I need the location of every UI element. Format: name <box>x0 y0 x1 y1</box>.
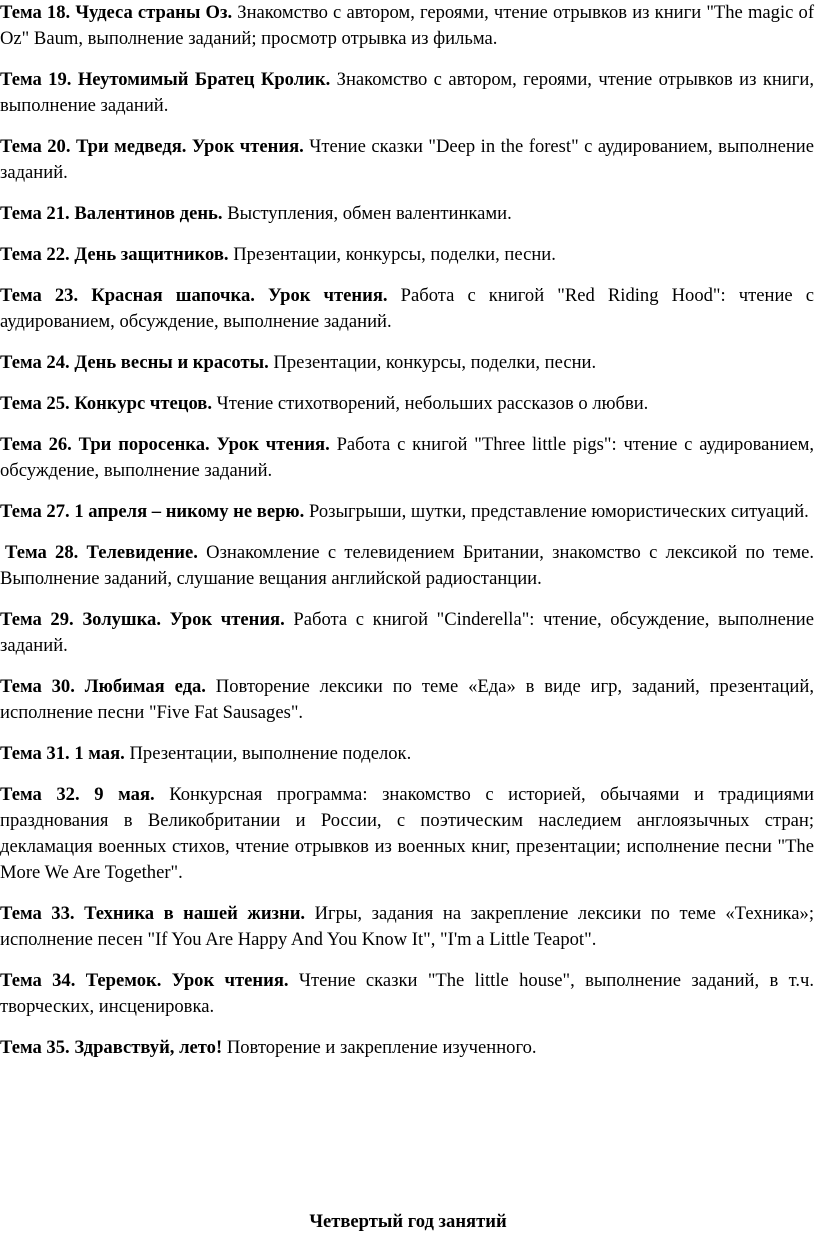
topic-number: Тема 26. <box>0 434 72 455</box>
topic-number: Тема 32. <box>0 784 80 805</box>
topic-title: 1 апреля – никому не верю. <box>74 501 305 522</box>
topic-34 <box>0 968 814 1020</box>
topic-23 <box>0 283 814 335</box>
topic-title: Конкурс чтецов. <box>74 393 212 414</box>
topic-title: Валентинов день. <box>74 203 223 224</box>
topic-description: Работа с книгой "Cinderella": чтение, обсуждение, выполнение заданий. <box>0 609 814 656</box>
topic-number: Тема 27. <box>0 501 70 522</box>
topic-description: Выступления, обмен валентинками. <box>227 203 512 224</box>
topic-32 <box>0 782 814 886</box>
topic-description: Повторение и закрепление изученного. <box>226 1037 537 1058</box>
topic-31 <box>0 741 814 767</box>
topic-title: Золушка. Урок чтения. <box>82 609 285 630</box>
topic-number: Тема 21. <box>0 203 70 224</box>
topic-22 <box>0 242 814 268</box>
topic-number: Тема 24. <box>0 352 70 373</box>
topic-title: День весны и красоты. <box>74 352 269 373</box>
topic-number: Тема 25. <box>0 393 70 414</box>
topic-description: Работа с книгой "Three little pigs": чтение с аудированием, обсуждение, выполнение заданий. <box>0 434 814 481</box>
topic-number: Тема 18. <box>0 2 71 23</box>
topic-26 <box>0 432 814 484</box>
topic-number: Тема 33. <box>0 903 75 924</box>
topic-number: Тема 20. <box>0 136 71 157</box>
topic-number: Тема 28. <box>5 542 79 563</box>
topic-description: Повторение лексики по теме «Еда» в виде игр, заданий, презентаций, исполнение песни "Five Fat Sausages". <box>0 676 814 723</box>
topic-description: Работа с книгой "Red Riding Hood": чтение с аудированием, обсуждение, выполнение заданий. <box>0 285 814 332</box>
topic-title: Любимая еда. <box>84 676 206 697</box>
topic-title: Неутомимый Братец Кролик. <box>77 69 331 90</box>
topic-title: Три поросенка. Урок чтения. <box>78 434 330 455</box>
topic-number: Тема 31. <box>0 743 70 764</box>
topic-title: Теремок. Урок чтения. <box>85 970 289 991</box>
topic-title: Техника в нашей жизни. <box>84 903 306 924</box>
topic-number: Тема 35. <box>0 1037 70 1058</box>
topic-33 <box>0 901 814 953</box>
topic-title: 9 мая. <box>94 784 155 805</box>
topic-number: Тема 22. <box>0 244 70 265</box>
topic-25 <box>0 391 814 417</box>
topic-number: Тема 23. <box>0 285 79 306</box>
topic-title: Здравствуй, лето! <box>74 1037 223 1058</box>
topic-description: Чтение сказки "The little house", выполнение заданий, в т.ч. творческих, инсценировка. <box>0 970 814 1017</box>
topic-21 <box>0 201 814 227</box>
topic-description: Ознакомление с телевидением Британии, знакомство с лексикой по теме. Выполнение заданий, слушание вещания английской радиостанции. <box>0 542 814 589</box>
topic-29 <box>0 607 814 659</box>
topic-description: Чтение сказки "Deep in the forest" с аудированием, выполнение заданий. <box>0 136 815 183</box>
topic-18 <box>0 0 814 52</box>
topic-description: Конкурсная программа: знакомство с историей, обычаями и традициями празднования в Великобритании и России, с поэтическим наследием англоязычных стран; декламация военных стихов, чтение отрывков из военных книг, презентации; исполнение песни "The More We Are Together". <box>0 784 814 883</box>
topic-35 <box>0 1035 814 1061</box>
topic-24 <box>0 350 814 376</box>
topic-title: Три медведя. Урок чтения. <box>75 136 304 157</box>
topic-title: Чудеса страны Оз. <box>75 2 233 23</box>
topic-28 <box>0 540 814 592</box>
topic-description: Знакомство с автором, героями, чтение отрывков из книги "The magic of Oz" Baum, выполнение заданий; просмотр отрывка из фильма. <box>0 2 815 49</box>
topic-30 <box>0 674 814 726</box>
topic-description: Презентации, конкурсы, поделки, песни. <box>233 244 556 265</box>
topic-number: Тема 19. <box>0 69 72 90</box>
topic-number: Тема 29. <box>0 609 74 630</box>
topic-number: Тема 34. <box>0 970 76 991</box>
topic-title: Красная шапочка. Урок чтения. <box>91 285 388 306</box>
topic-27 <box>0 499 814 525</box>
section-heading: Четвертый год занятий <box>309 1211 507 1232</box>
topic-description: Розыгрыши, шутки, представление юмористических ситуаций. <box>308 501 809 522</box>
topic-title: Телевидение. <box>86 542 198 563</box>
topic-title: 1 мая. <box>74 743 125 764</box>
topic-number: Тема 30. <box>0 676 75 697</box>
topic-19 <box>0 67 814 119</box>
topic-description: Презентации, выполнение поделок. <box>129 743 412 764</box>
topic-20 <box>0 134 814 186</box>
topic-description: Презентации, конкурсы, поделки, песни. <box>273 352 597 373</box>
topic-description: Игры, задания на закрепление лексики по теме «Техника»; исполнение песен "If You Are Happy And You Know It", "I'm a Little Teapot". <box>0 903 814 950</box>
topic-description: Знакомство с автором, героями, чтение отрывков из книги, выполнение заданий. <box>0 69 815 116</box>
topic-description: Чтение стихотворений, небольших рассказов о любви. <box>216 393 649 414</box>
topic-title: День защитников. <box>74 244 229 265</box>
